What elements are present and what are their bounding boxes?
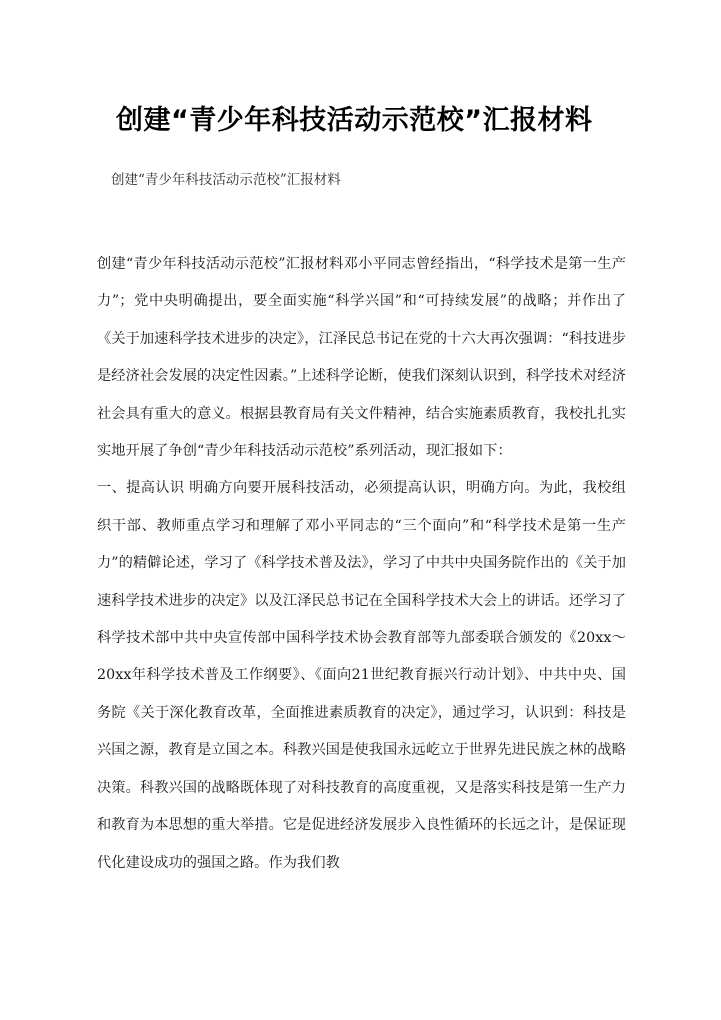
document-body	[97, 246, 626, 882]
document-subtitle: 创建“青少年科技活动示范校”汇报材料	[111, 172, 341, 188]
page-title: 创建“青少年科技活动示范校”汇报材料	[116, 105, 593, 137]
body-paragraph: 一、提高认识 明确方向要开展科技活动，必须提高认识，明确方向。为此，我校组织干部、教师重点学习和理解了邓小平同志的“三个面向”和“科学技术是第一生产力”的精僻论述，学习了《科学技术普及法》，学习了中共中央国务院作出的《关于加速科学技术进步的决定》以及江泽民总书记在全国科学技术大会上的讲话。还学习了科学技术部中共中央宣传部中国科学技术协会教育部等九部委联合颁发的《20xx～20xx年科学技术普及工作纲要》、《面向21世纪教育振兴行动计划》、中共中央、国务院《关于深化教育改革，全面推进素质教育的决定》，通过学习，认识到：科技是兴国之源，教育是立国之本。科教兴国是使我国永远屹立于世界先进民族之林的战略决策。科教兴国的战略既体现了对科技教育的高度重视，又是落实科技是第一生产力和教育为本思想的重大举措。它是促进经济发展步入良性循环的长远之计，是保证现代化建设成功的强国之路。作为我们教	[97, 480, 626, 871]
body-paragraph: 创建“青少年科技活动示范校”汇报材料邓小平同志曾经指出，“科学技术是第一生产力”；党中央明确提出，要全面实施“科学兴国”和“可持续发展”的战略；并作出了《关于加速科学技术进步的决定》，江泽民总书记在党的十六大再次强调：“科技进步是经济社会发展的决定性因素。”上述科学论断，使我们深刻认识到，科学技术对经济社会具有重大的意义。根据县教育局有关文件精神，结合实施素质教育，我校扎扎实实地开展了争创“青少年科技活动示范校”系列活动，现汇报如下：	[97, 256, 626, 460]
